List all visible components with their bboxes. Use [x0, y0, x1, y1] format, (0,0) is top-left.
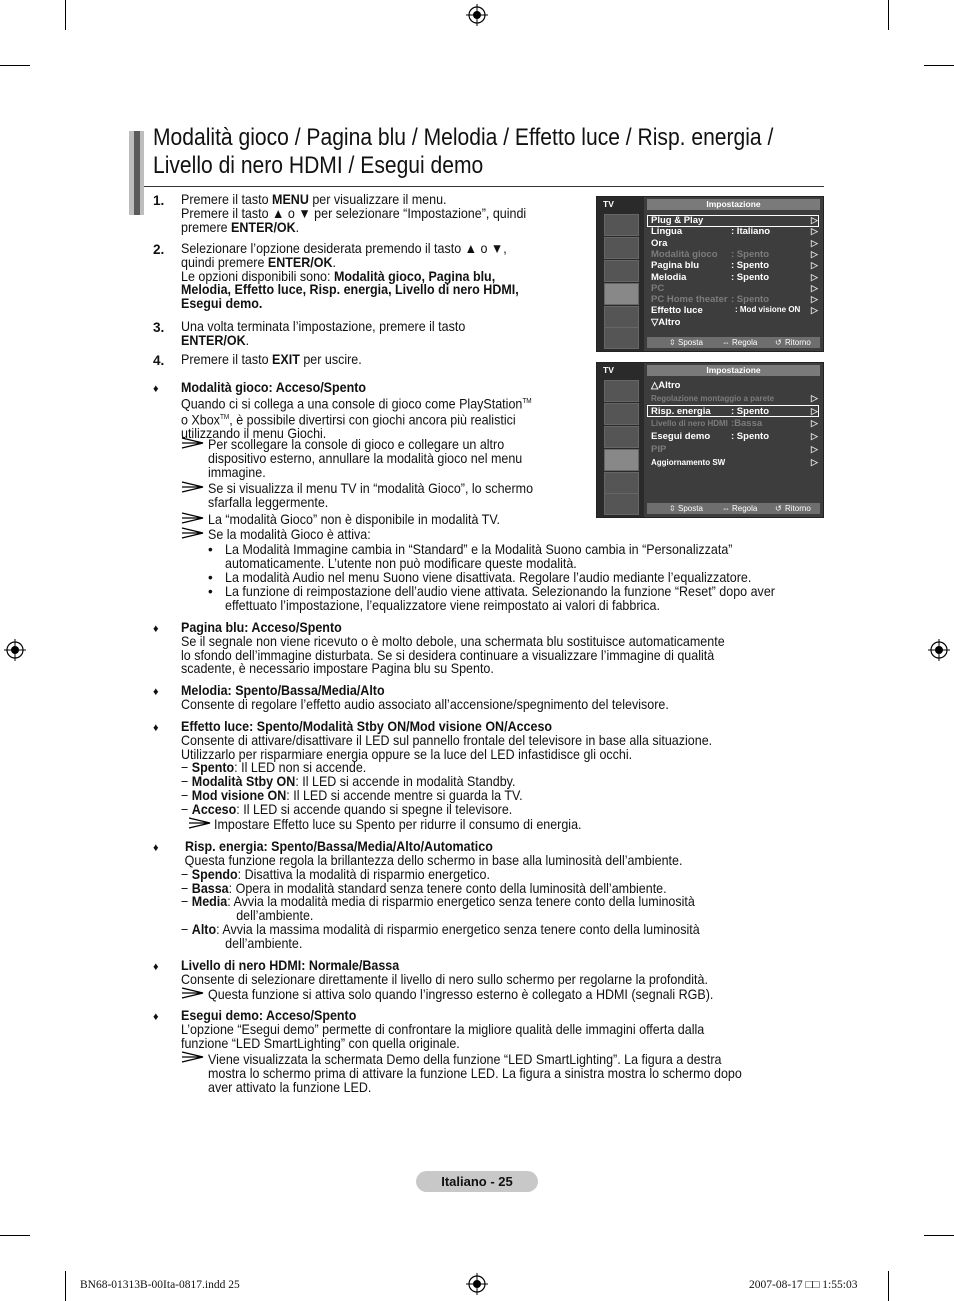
- tv-menu-row-label: Regolazione montaggio a parete: [651, 393, 775, 403]
- tv-menu-row[interactable]: [651, 238, 817, 249]
- crop-mark: [0, 65, 30, 66]
- tv-menu-row-value: : Spento: [731, 431, 769, 443]
- tv-menu-row-label: Ora: [651, 237, 668, 249]
- tv-menu-setup-1: [596, 196, 824, 352]
- bullet-diamond-icon: ♦: [153, 842, 159, 854]
- crop-mark: [924, 1235, 954, 1236]
- registration-mark-icon: [466, 4, 488, 26]
- tv-menu-row-value: : Spento: [731, 405, 769, 417]
- note-gioco-1: Per scollegare la console di gioco e collegare un altro dispositivo esterno, annullare la modalità gioco nel menu immagine.: [208, 437, 523, 480]
- crop-mark: [888, 0, 889, 30]
- step-number: 1.: [153, 193, 165, 208]
- tv-menu-row[interactable]: [651, 457, 817, 470]
- tv-menu-header: Impostazione: [647, 199, 820, 210]
- tv-menu-row-value: :Bassa: [731, 418, 763, 430]
- crop-mark: [65, 1271, 66, 1301]
- note-gioco-2: Se si visualizza il menu TV in “modalità Gioco”, lo schermo sfarfalla leggermente.: [208, 481, 534, 510]
- tv-menu-row[interactable]: [651, 226, 817, 237]
- footer-move: Sposta: [678, 504, 703, 513]
- submenu-arrow-icon: ▷: [811, 305, 818, 316]
- tv-menu-row[interactable]: [651, 431, 817, 444]
- bullet-diamond-icon: ♦: [153, 623, 159, 635]
- submenu-arrow-icon: ▷: [811, 260, 818, 271]
- tv-menu-row-label: PC: [651, 282, 665, 294]
- application-icon[interactable]: [604, 493, 639, 515]
- registration-mark-icon: [466, 1273, 488, 1295]
- input-icon[interactable]: [604, 306, 639, 328]
- submenu-arrow-icon: ▷: [811, 237, 818, 248]
- step-number: 2.: [153, 242, 165, 257]
- step-4: Premere il tasto EXIT per uscire.: [181, 352, 362, 367]
- tv-label: TV: [603, 199, 614, 209]
- tv-menu-row[interactable]: [651, 444, 817, 457]
- tv-menu-row-label: ▽Altro: [651, 316, 681, 328]
- tv-menu-row[interactable]: [651, 406, 817, 419]
- submenu-arrow-icon: ▷: [811, 444, 818, 454]
- bullet-dot: •: [208, 584, 213, 599]
- move-icon: ⇳: [669, 338, 676, 347]
- tv-menu-row-label: △Altro: [651, 380, 681, 391]
- page-title: [153, 124, 774, 180]
- tv-menu-row-label: Modalità gioco: [651, 248, 718, 260]
- step-2: Selezionare l’opzione desiderata premendo il tasto ▲ o ▼, quindi premere ENTER/OK. Le opzioni disponibili sono: Modalità gioco, Pagina blu, Melodia, Effetto luce, Risp. energia, Livello di nero HDMI, Esegui demo.: [181, 241, 519, 312]
- print-slug-file: BN68-01313B-00Ita-0817.indd 25: [80, 1279, 240, 1291]
- footer-adjust: Regola: [732, 338, 758, 347]
- tv-menu-row-label: Esegui demo: [651, 431, 711, 443]
- return-icon: ↺: [775, 504, 782, 513]
- note-arrow-icon: [188, 817, 212, 829]
- submenu-arrow-icon: ▷: [811, 392, 818, 403]
- crop-mark: [888, 1271, 889, 1301]
- section-esegui-demo: Esegui demo: Acceso/Spento L’opzione “Esegui demo” permette di confrontare la migliore qualità delle immagini offerta dalla funzione “LED SmartLighting” con quella originale.: [181, 1008, 705, 1051]
- title-rule: [144, 186, 824, 187]
- return-icon: ↺: [775, 338, 782, 347]
- submenu-arrow-icon: ▷: [811, 456, 818, 467]
- section-effetto-luce: Effetto luce: Spento/Modalità Stby ON/Mod visione ON/Acceso Consente di attivare/disattivare il LED sul pannello frontale del televisore in base alla situazione. Utilizzarlo per risparmiare energia oppure se la luce del LED infastidisce gli occhi. − Spento: Il LED non si accende. − Modalità Stby ON: Il LED si accende in modalità Standby. − Mod visione ON: Il LED si accende mentre si guarda la TV. − Acceso: Il LED si accende quando si spegne il televisore.: [181, 719, 713, 817]
- submenu-arrow-icon: ▷: [811, 294, 818, 305]
- picture-icon[interactable]: [604, 380, 639, 402]
- tv-menu-row[interactable]: [651, 215, 817, 226]
- tv-menu-row-value: : Mod visione ON: [735, 305, 801, 315]
- footer-return: Ritorno: [785, 338, 811, 347]
- tv-menu-row-label: Lingua: [651, 226, 683, 238]
- tv-menu-setup-2: [596, 362, 824, 518]
- submenu-arrow-icon: ▷: [811, 418, 818, 429]
- note-arrow-icon: [181, 987, 205, 999]
- sound-icon[interactable]: [604, 237, 639, 259]
- tv-menu-header: Impostazione: [647, 365, 820, 376]
- application-icon[interactable]: [604, 327, 639, 349]
- print-slug-date: 2007-08-17 □□ 1:55:03: [749, 1279, 858, 1291]
- tv-menu-row-value: : Spento: [731, 271, 769, 283]
- sound-icon[interactable]: [604, 403, 639, 425]
- title-line: Modalità gioco / Pagina blu / Melodia / Effetto luce / Risp. energia /: [153, 124, 774, 151]
- step-3: Una volta terminata l’impostazione, premere il tasto ENTER/OK.: [181, 319, 466, 348]
- tv-menu-row-value: : Spento: [731, 260, 769, 272]
- tv-menu-row-label: Aggiornamento SW: [651, 457, 726, 467]
- tv-menu-row[interactable]: [651, 294, 817, 305]
- input-icon[interactable]: [604, 472, 639, 494]
- gioco-bullet-3: La funzione di reimpostazione dell’audio viene attivata. Selezionando la funzione “Reset” dopo aver effettuato l’impostazione, l’equalizzatore viene reimpostato ai valori di fabbrica.: [225, 584, 775, 613]
- submenu-arrow-icon: ▷: [811, 282, 818, 293]
- tv-menu-row[interactable]: [651, 249, 817, 260]
- picture-icon[interactable]: [604, 214, 639, 236]
- submenu-arrow-icon: ▷: [811, 226, 818, 237]
- step-number: 3.: [153, 320, 165, 335]
- tv-menu-row-label: Effetto luce: [651, 305, 703, 317]
- section-gioco: Modalità gioco: Acceso/Spento Quando ci si collega a una console di gioco come PlayStation™ o Xbox™, è possibile divertirsi con giochi ancora più realistici utilizzando il menu Giochi.: [181, 380, 532, 442]
- footer-adjust: Regola: [732, 504, 758, 513]
- tv-menu-row[interactable]: [651, 418, 817, 431]
- note-hdmi: Questa funzione si attiva solo quando l’ingresso esterno è collegato a HDMI (segnali RGB).: [208, 987, 714, 1002]
- section-risp-energia-body: Questa funzione regola la brillantezza dello schermo in base alla luminosità dell’ambiente. − Spendo: Disattiva la modalità di risparmio energetico. − Bassa: Opera in modalità standard senza tenere conto della luminosità dell’ambiente. − Media: Avvia la modalità media di risparmio energetico senza tenere conto della luminosità dell’ambiente. − Alto: Avvia la massima modalità di risparmio energetico senza tenere conto della luminosità dell’ambiente.: [181, 853, 700, 951]
- section-risp-energia: Risp. energia: Spento/Bassa/Media/Alto/Automatico: [185, 839, 493, 854]
- tv-menu-row[interactable]: [651, 305, 817, 316]
- submenu-arrow-icon: ▷: [811, 405, 818, 416]
- submenu-arrow-icon: ▷: [811, 271, 818, 282]
- section-melodia: Melodia: Spento/Bassa/Media/Alto Consente di regolare l’effetto audio associato all’accensione/spegnimento del televisore.: [181, 683, 669, 712]
- tv-menu-row-label: PC Home theater: [651, 294, 728, 306]
- submenu-arrow-icon: ▷: [811, 431, 818, 442]
- footer-return: Ritorno: [785, 504, 811, 513]
- tv-menu-row[interactable]: [651, 317, 817, 328]
- step-1: Premere il tasto MENU per visualizzare il menu. Premere il tasto ▲ o ▼ per selezionare “Impostazione”, quindi premere ENTER/OK.: [181, 192, 527, 235]
- crop-mark: [924, 65, 954, 66]
- page-number: Italiano - 25: [416, 1171, 538, 1192]
- tv-menu-row-label: Risp. energia: [651, 405, 711, 417]
- section-hdmi: Livello di nero HDMI: Normale/Bassa Consente di selezionare direttamente il livello di nero sullo schermo per regolarne la profondità.: [181, 958, 708, 987]
- tv-menu-row[interactable]: [651, 380, 817, 393]
- tv-menu-row[interactable]: [651, 283, 817, 294]
- channel-icon[interactable]: [604, 260, 639, 282]
- tv-menu-row-value: : Spento: [731, 294, 769, 306]
- setup-gear-icon[interactable]: [604, 449, 639, 471]
- tv-menu-row-label: Livello di nero HDMI: [651, 419, 728, 429]
- bullet-diamond-icon: ♦: [153, 686, 159, 698]
- bullet-diamond-icon: ♦: [153, 383, 159, 395]
- registration-mark-icon: [4, 639, 26, 661]
- move-icon: ⇳: [669, 504, 676, 513]
- tv-menu-row[interactable]: [651, 272, 817, 283]
- step-number: 4.: [153, 353, 165, 368]
- title-accent-bar-inner: [134, 131, 140, 215]
- bullet-diamond-icon: ♦: [153, 722, 159, 734]
- note-arrow-icon: [181, 512, 205, 524]
- setup-gear-icon[interactable]: [604, 283, 639, 305]
- tv-menu-row-label: PIP: [651, 444, 667, 455]
- submenu-arrow-icon: ▷: [811, 248, 818, 259]
- note-gioco-3: La “modalità Gioco” non è disponibile in modalità TV.: [208, 512, 500, 527]
- tv-menu-row-label: Plug & Play: [651, 215, 704, 226]
- tv-menu-footer: [647, 337, 820, 348]
- note-arrow-icon: [181, 481, 205, 493]
- crop-mark: [65, 0, 66, 30]
- tv-label: TV: [603, 365, 614, 375]
- tv-menu-row-value: : Spento: [731, 248, 769, 260]
- tv-menu-row-value: : Italiano: [731, 226, 771, 238]
- bullet-dot: •: [208, 570, 213, 585]
- tv-menu-row-label: Pagina blu: [651, 260, 700, 272]
- note-arrow-icon: [181, 1051, 205, 1063]
- gioco-bullet-2: La modalità Audio nel menu Suono viene disattivata. Regolare l’audio mediante l’equalizzatore.: [225, 570, 752, 585]
- tv-menu-row-label: Melodia: [651, 271, 687, 283]
- tv-menu-footer: [647, 503, 820, 514]
- note-effetto: Impostare Effetto luce su Spento per ridurre il consumo di energia.: [214, 817, 582, 832]
- channel-icon[interactable]: [604, 426, 639, 448]
- tv-menu-row[interactable]: [651, 260, 817, 271]
- submenu-arrow-icon: ▷: [811, 215, 818, 225]
- crop-mark: [0, 1235, 30, 1236]
- note-demo: Viene visualizzata la schermata Demo della funzione “LED SmartLighting”. La figura a destra mostra lo schermo prima di attivare la funzione LED. La figura a sinistra mostra lo schermo dopo aver attivato la funzione LED.: [208, 1052, 742, 1095]
- bullet-dot: •: [208, 542, 213, 557]
- gioco-bullet-1: La Modalità Immagine cambia in “Standard” e la Modalità Suono cambia in “Personalizzata” automaticamente. L’utente non può modificare queste modalità.: [225, 542, 733, 571]
- note-arrow-icon: [181, 437, 205, 449]
- title-line: Livello di nero HDMI / Esegui demo: [153, 152, 484, 179]
- bullet-diamond-icon: ♦: [153, 961, 159, 973]
- registration-mark-icon: [928, 639, 950, 661]
- adjust-icon: ⇔: [722, 504, 730, 513]
- section-pagina-blu: Pagina blu: Acceso/Spento Se il segnale non viene ricevuto o è molto debole, una schermata blu sostituisce automaticamente lo sfondo dell’immagine disturbata. Se si desidera continuare a visualizzare l’immagine di qualità scadente, è necessario impostare Pagina blu su Spento.: [181, 620, 725, 677]
- adjust-icon: ⇔: [722, 338, 730, 347]
- bullet-diamond-icon: ♦: [153, 1011, 159, 1023]
- note-gioco-4: Se la modalità Gioco è attiva:: [208, 527, 371, 542]
- note-arrow-icon: [181, 527, 205, 539]
- tv-menu-row[interactable]: [651, 393, 817, 406]
- footer-move: Sposta: [678, 338, 703, 347]
